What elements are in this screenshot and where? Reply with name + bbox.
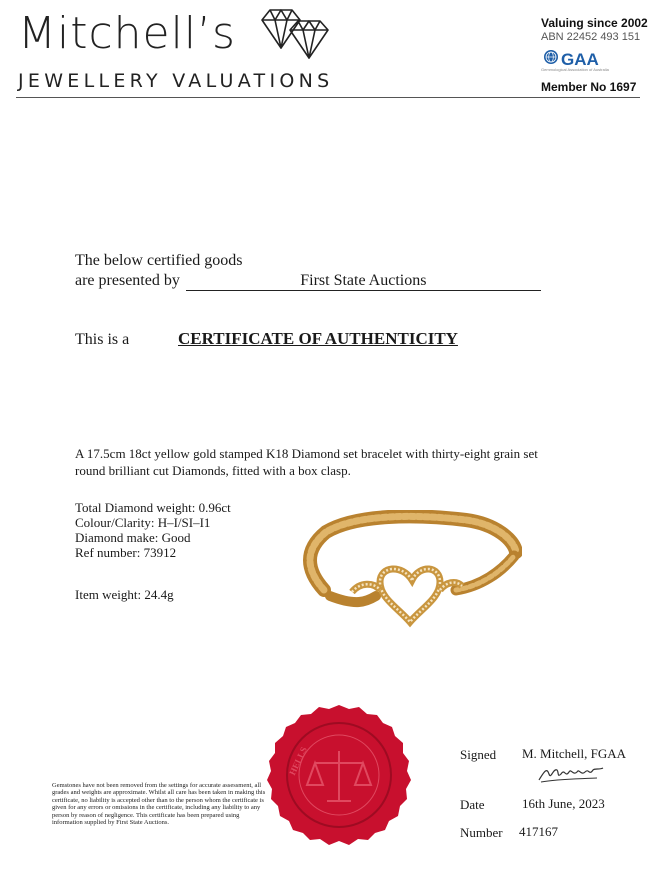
signed-value: M. Mitchell, FGAA — [522, 746, 626, 761]
total-diamond-weight: Total Diamond weight: 0.96ct — [75, 500, 231, 515]
presenter-name: First State Auctions — [300, 272, 427, 289]
brand-tagline: JEWELLERY VALUATIONS — [18, 70, 334, 92]
number-value: 417167 — [519, 824, 558, 839]
valuing-since: Valuing since 2002 — [541, 16, 648, 30]
item-weight: Item weight: 24.4g — [75, 587, 174, 602]
signature-scribble — [537, 764, 605, 789]
intro-line-2 — [75, 272, 541, 291]
abn-number: ABN 22452 493 151 — [541, 31, 641, 43]
diamond-make: Diamond make: Good — [75, 530, 191, 545]
colour-clarity: Colour/Clarity: H–I/SI–I1 — [75, 515, 211, 530]
header-divider — [16, 97, 640, 98]
intro-line-1: The below certified goods — [75, 252, 243, 269]
certificate-prefix: This is a — [75, 331, 130, 348]
presenter-field — [186, 272, 541, 291]
item-specs — [75, 500, 231, 560]
ref-number: Ref number: 73912 — [75, 545, 177, 560]
disclaimer-text: Gemstones have not been removed from the settings for accurate assessment, all grades and weights are approximate. Whilst all care has been taken in making this certificate, no liability is accepted other than to the person whom the certificate is given for any errors or omissions in the certificate, including any liability to any person by reason of negligence. This certificate has been prepared using information supplied by First State Auctions. — [52, 782, 266, 827]
date-value: 16th June, 2023 — [522, 796, 605, 811]
certificate-title: CERTIFICATE OF AUTHENTICITY — [178, 329, 458, 348]
signed-label: Signed — [460, 747, 497, 762]
brand-name: Mitchell’s — [18, 8, 236, 59]
gaa-full-name: Gemmological Association of Australia — [541, 67, 609, 72]
member-number: Member No 1697 — [541, 80, 637, 94]
date-label: Date — [460, 797, 485, 812]
item-description: A 17.5cm 18ct yellow gold stamped K18 Diamond set bracelet with thirty-eight grain set round brilliant cut Diamonds, fitted with a box clasp. — [75, 446, 538, 478]
number-label: Number — [460, 825, 503, 840]
seal-text: HELLS — [287, 745, 309, 777]
gaa-label: GAA — [561, 50, 599, 69]
diamond-logo-icon — [258, 6, 332, 67]
presented-by-label: are presented by — [75, 272, 180, 289]
bracelet-photo — [296, 510, 522, 645]
wax-seal — [265, 701, 413, 854]
